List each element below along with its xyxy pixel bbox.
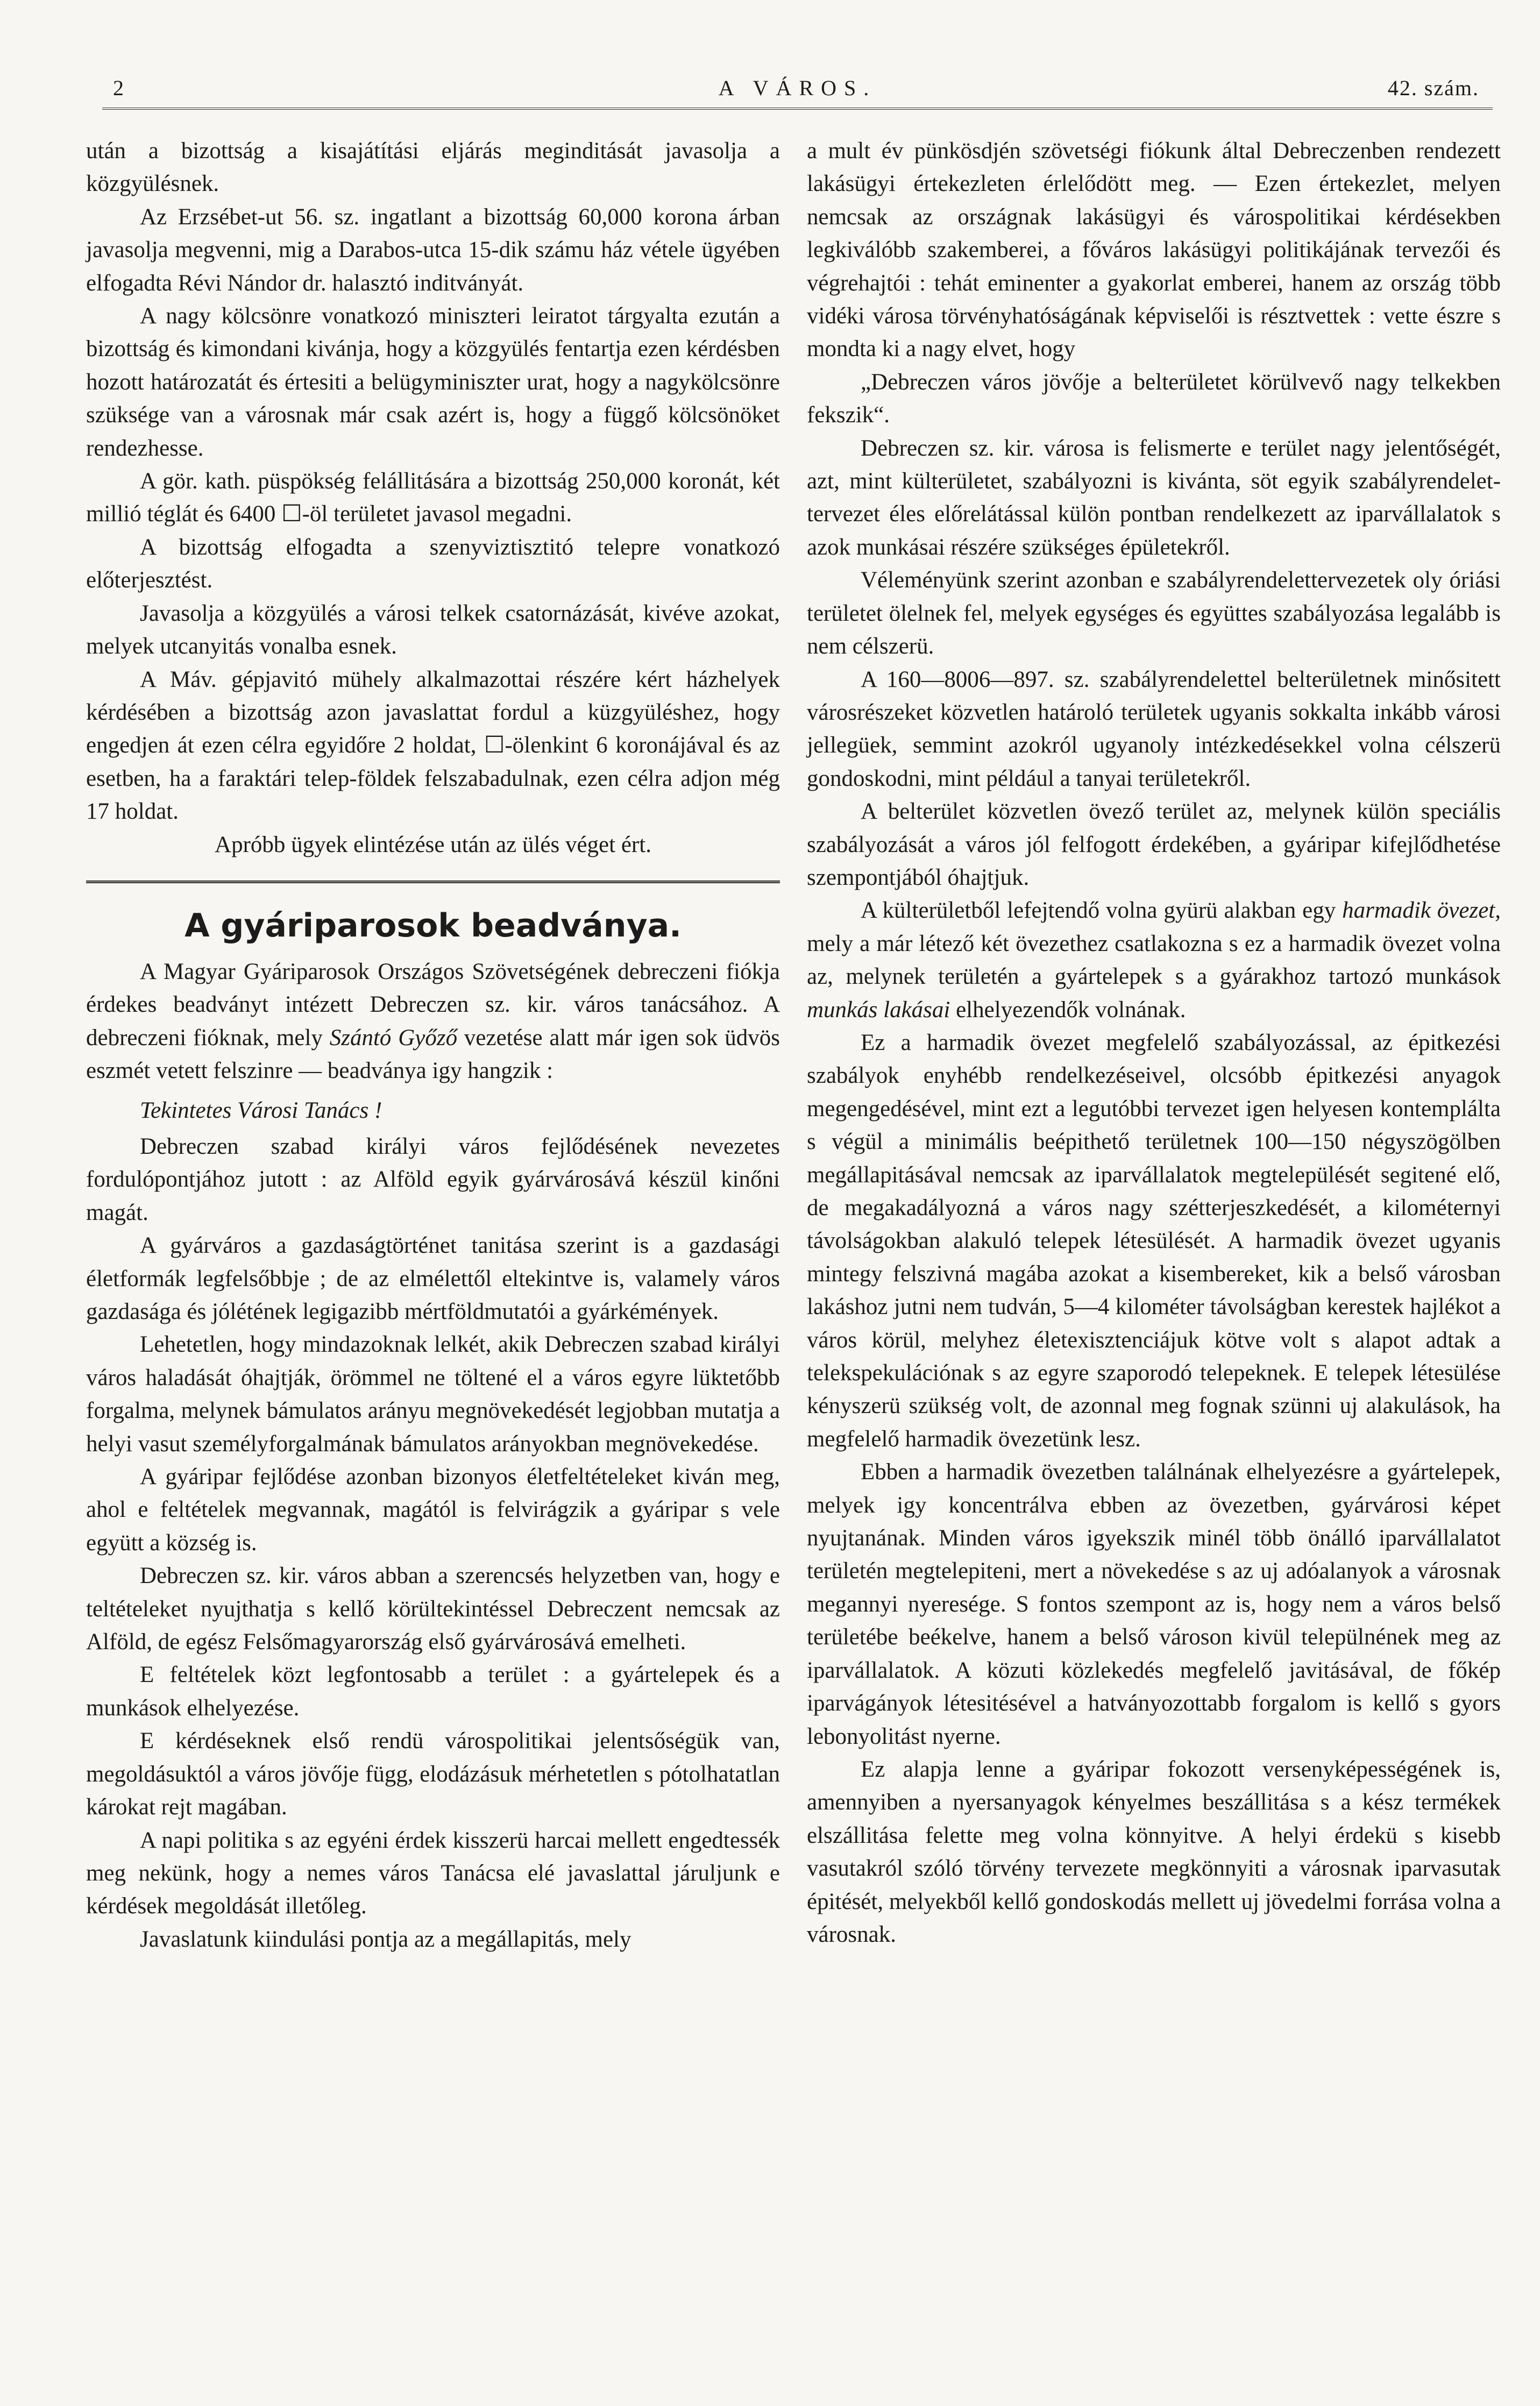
paragraph: A napi politika s az egyéni érdek kisszerü harcai mellett engedtessék meg nekünk, hogy a nemes város Tanácsa elé javaslattal járuljunk e kérdések megoldását illetőleg. — [86, 1827, 780, 1919]
paragraph: Javaslatunk kiindulási pontja az a megállapitás, mely — [140, 1926, 631, 1952]
paragraph: után a bizottság a kisajátítási eljárás meginditását javasolja a közgyülésnek. — [86, 138, 780, 197]
salutation: Tekintetes Városi Tanács ! — [140, 1097, 382, 1123]
text: mely a már létező két övezethez csatlakozna s ez a harmadik övezet volna az, melynek területén a gyártelepek s a gyárakhoz tartozó munkások — [807, 931, 1501, 990]
paragraph — [807, 894, 1501, 1026]
paragraph: Ebben a harmadik övezetben találnának elhelyezésre a gyártelepek, melyek igy koncentrálva ebben az övezetben, gyárvárosi képet nyujtanának. Minden város igyekszik minél több önálló iparvállalatot területén megtelepiteni, mert a növekedése s az uj adóalanyok a városnak megannyi nyeresége. S fontos szempont az is, hogy nem a város belső területébe beékelve, hanem a belső városon kivül települnének meg az iparvállalatok. A közuti közlekedés megfelelő javitásával, de főkép iparvágányok létesitésével a hatványozottabb forgalom is kellő s gyors lebonyolitást nyerne. — [807, 1459, 1501, 1749]
header-rule — [102, 108, 1493, 110]
article-intro — [86, 955, 780, 1088]
paragraph: A nagy kölcsönre vonatkozó miniszteri leiratot tárgyalta ezután a bizottság és kimondani kivánja, hogy a közgyülés fentartja ezen kérdésben hozott határozatát és értesiti a belügyminiszter urat, hogy a nagykölcsönre szüksége van a városnak már csak azért is, hogy a függő kölcsönöket rendezhesse. — [86, 303, 780, 461]
paragraph: Ez a harmadik övezet megfelelő szabályozással, az épitkezési szabályok enyhébb rendelkezéseivel, olcsóbb épitkezési anyagok megengedésével, mint ezt a legutóbbi tervezet igen helyesen kontemplálta s végül a minimális beépithető területnek 100—150 négyszögölben megállapitásával nemcsak az iparvállalatok megtelepülését segitené elő, de megakadályozná a város nagy szétterjeszkedését, a kilométernyi távolságokban alakuló telepek létesülését. A harmadik övezet ugyanis mintegy felszivná magába azokat a kisembereket, kik a belső városban lakáshoz jutni nem tudván, 5—4 kilométer távolságban kerestek hajlékot a város körül, melyhez életexisztenciájuk kötve volt s alapot adtak a telekspekulációnak s az egyre szaporodó telepeknek. E telepek létesülése kényszerü szükség volt, de azonnal meg fognak szünni uj alakulások, ha megfelelő harmadik övezetünk lesz. — [807, 1030, 1501, 1452]
paragraph: A bizottság elfogadta a szenyviztisztitó telepre vonatkozó előterjesztést. — [86, 534, 780, 593]
paragraph: Debreczen sz. kir. városa is felismerte e terület nagy jelentőségét, azt, mint külterületet, szabályozni is kivánta, söt egyik szabályrendelet-tervezet éles előrelátással külön pontban rendelkezett az iparvállalatok s azok munkásai részére szükséges épületekről. — [807, 435, 1501, 560]
page-number: 2 — [113, 76, 127, 100]
paragraph: Lehetetlen, hogy mindazoknak lelkét, akik Debreczen szabad királyi város haladását óhajtják, örömmel ne töltené el a város egyre lüktetőbb forgalma, melynek bámulatos arányu megnövekedését legjobban mutatja a helyi vasut személyforgalmának bámulatos arányokban megnövekedése. — [86, 1332, 780, 1457]
paragraph: Debreczen szabad királyi város fejlődésének nevezetes fordulópontjához jutott : az Alföld egyik gyárvárosává készül kinőni magát. — [86, 1133, 780, 1225]
paragraph: A belterület közvetlen övező terület az, melynek külön speciális szabályozását a város jól felfogott érdekében, a gyáripar kifejlődhetése szempontjából óhajtjuk. — [807, 799, 1501, 890]
issue-number: 42. szám. — [1387, 76, 1479, 100]
paragraph: A gyáripar fejlődése azonban bizonyos életfeltételeket kiván meg, ahol e feltételek megvannak, magától is felvirágzik a gyáripar s vele együtt a község is. — [86, 1464, 780, 1556]
paragraph: E feltételek közt legfontosabb a terület : a gyártelepek és a munkások elhelyezése. — [86, 1662, 780, 1721]
text: elhelyezendők volnának. — [950, 997, 1186, 1023]
intro-text: A Magyar Gyáriparosok Országos Szövetségének debreczeni fiókja érdekes beadványt intézett Debreczen sz. kir. város tanácsához. A debreczeni fióknak, mely — [86, 959, 780, 1051]
emphasis: munkás lakásai — [807, 997, 950, 1023]
paragraph: Véleményünk szerint azonban e szabályrendelettervezetek oly óriási területet ölelnek fel, melyek egységes és együttes szabályozása legalább is nem célszerü. — [807, 567, 1501, 659]
paragraph: A gör. kath. püspökség felállitására a bizottság 250,000 koronát, két millió téglát és 6400 ☐-öl területet javasol megadni. — [86, 469, 780, 527]
right-column — [807, 134, 1501, 1951]
paragraph: Apróbb ügyek elintézése után az ülés véget ért. — [215, 832, 651, 857]
paragraph: Ez alapja lenne a gyáripar fokozott versenyképességének is, amennyiben a nyersanyagok kényelmes beszállitása s a kész termékek elszállitása felette meg volna könnyitve. A helyi érdekü s kisebb vasutakról szóló törvény tervezete megkönnyiti a városnak iparvasutak épitését, melyekből kellő gondoskodás mellett uj jövedelmi forrása volna a városnak. — [807, 1756, 1501, 1947]
paragraph: A Máv. gépjavitó mühely alkalmazottai részére kért házhelyek kérdésében a bizottság azon javaslattat fordul a küzgyüléshez, hogy engedjen át ezen célra egyidőre 2 holdat, ☐-ölenkint 6 koronájával és az esetben, ha a faraktári telep-földek felszabadulnak, ezen célra adjon még 17 holdat. — [86, 666, 780, 825]
article-heading: A gyáriparosok beadványa. — [184, 906, 682, 945]
paragraph: E kérdéseknek első rendü várospolitikai jelentsőségük van, megoldásuktól a város jövője függ, elodázásuk mérhetetlen s pótolhatatlan károkat rejt magában. — [86, 1728, 780, 1820]
quote: „Debreczen város jövője a belterületet körülvevő nagy telkekben fekszik“. — [807, 369, 1501, 428]
emphasis: harmadik övezet, — [1342, 898, 1501, 924]
left-column — [86, 134, 780, 1956]
intro-text: vezetése alatt már igen sok üdvös eszmét vetett felszinre — beadványa igy hangzik : — [86, 1025, 780, 1084]
paragraph: A 160—8006—897. sz. szabályrendelettel belterületnek minősitett városrészeket közvetlen határoló területek ugyanis sokkalta inkább városi jellegüek, semmint azokról ugyanoly intézkedésekkel volna célszerü gondoskodni, mint például a tanyai területekről. — [807, 666, 1501, 791]
intro-name: Szántó Győző — [329, 1025, 458, 1051]
paragraph: Debreczen sz. kir. város abban a szerencsés helyzetben van, hogy e teltételeket nyujthatja s kellő körültekintéssel Debreczent nemcsak az Alföld, de egész Felsőmagyarország első gyárvárosává emelheti. — [86, 1563, 780, 1655]
text: A külterületből lefejtendő volna gyürü alakban egy — [861, 898, 1343, 924]
paragraph: A gyárváros a gazdaságtörténet tanitása szerint is a gazdasági életformák legfelsőbbje ; de az elmélettől eltekintve is, valamely város gazdasága és jólétének legigazibb mértföldmutatói a gyárkémények. — [86, 1233, 780, 1324]
section-divider — [86, 881, 780, 883]
publication-title: A VÁROS. — [718, 76, 877, 100]
paragraph: Az Erzsébet-ut 56. sz. ingatlant a bizottság 60,000 korona árban javasolja megvenni, mig a Darabos-utca 15-dik számu ház vétele ügyében elfogadta Révi Nándor dr. halasztó inditványát. — [86, 204, 780, 296]
paragraph: a mult év pünkösdjén szövetségi fiókunk által Debreczenben rendezett lakásügyi értekezleten érlelődött meg. — Ezen értekezlet, melyen nemcsak az országnak lakásügyi és várospolitikai kérdésekben legkiválóbb szakemberei, a főváros lakásügyi politikájának tervezői és végrehajtói : tehát eminenter a gyakorlat emberei, hanem az ország több vidéki városa törvényhatóságának képviselői is résztvettek : vette észre s mondta ki a nagy elvet, hogy — [807, 138, 1501, 362]
paragraph: Javasolja a közgyülés a városi telkek csatornázását, kivéve azokat, melyek utcanyitás vonalba esnek. — [86, 600, 780, 659]
